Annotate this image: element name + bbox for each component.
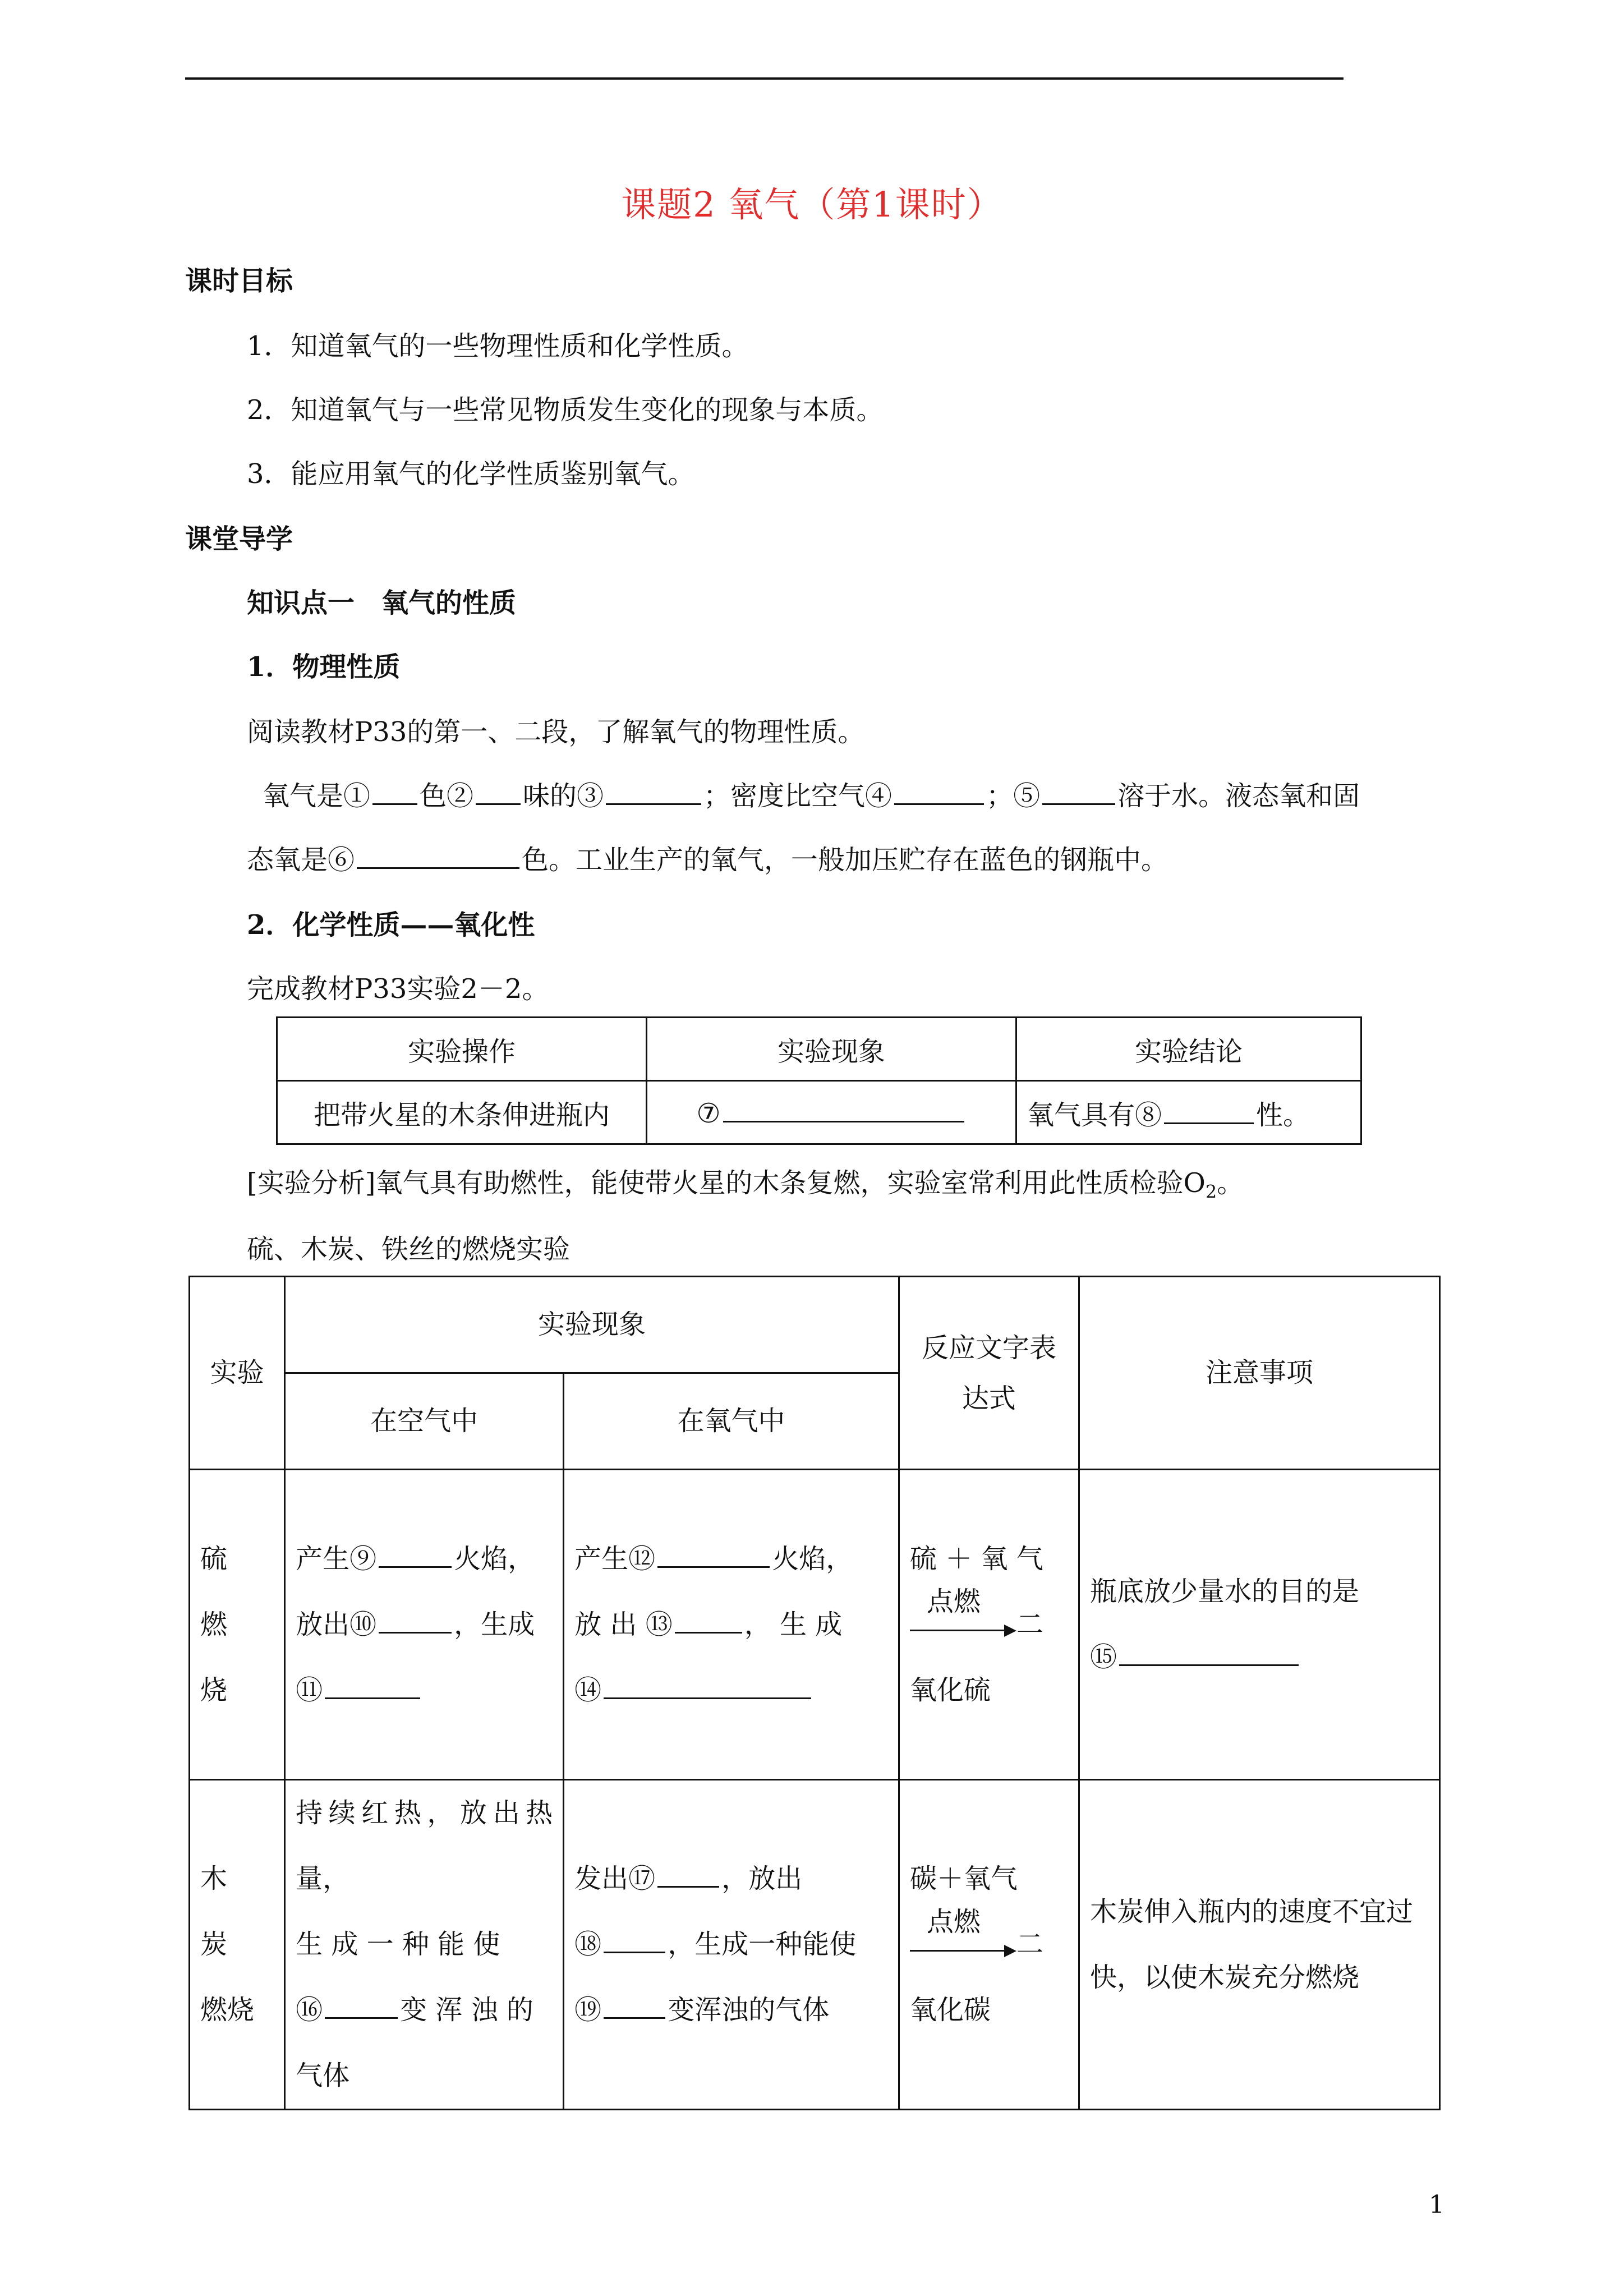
blank-11[interactable] [325, 1673, 420, 1699]
blank-3[interactable] [606, 779, 701, 805]
text: 。 [1217, 1167, 1244, 1199]
blank-17[interactable] [657, 1861, 719, 1888]
reaction-arrow [910, 1586, 1016, 1643]
text: 氧化硫 [909, 1674, 991, 1706]
physical-intro: 阅读教材P33的第一、二段，了解氧气的物理性质。 [247, 716, 865, 748]
col-operation: 实验操作 [277, 1018, 647, 1081]
text: 火焰， [454, 1543, 535, 1575]
text: ⑲ [574, 1994, 602, 2026]
text: ；⑤ [986, 780, 1041, 812]
blank-19[interactable] [604, 1993, 665, 2019]
conclusion-cell [1016, 1081, 1361, 1144]
blank-1[interactable] [372, 779, 417, 805]
h-notes: 注意事项 [1079, 1277, 1439, 1470]
line [574, 1846, 888, 1912]
text: 硫 ＋ 氧 气 [909, 1543, 1043, 1575]
line [296, 1526, 553, 1592]
line [296, 1977, 553, 2043]
text: 放 出 ⑬ [574, 1608, 673, 1640]
goal-2: 2．知道氧气与一些常见物质发生变化的现象与本质。 [247, 394, 884, 426]
goal-1: 1．知道氧气的一些物理性质和化学性质。 [247, 330, 749, 362]
text: 二 [1016, 1929, 1043, 1960]
h-phenomenon: 实验现象 [285, 1277, 899, 1373]
blank-12[interactable] [657, 1542, 770, 1568]
text: 产生⑫ [574, 1543, 656, 1575]
line [574, 1977, 888, 2043]
blank-9[interactable] [379, 1542, 452, 1568]
blank-15[interactable] [1119, 1640, 1299, 1666]
reaction-arrow [910, 1906, 1016, 1963]
goals-heading: 课时目标 [185, 265, 293, 297]
sulfur-name [190, 1470, 285, 1780]
line [574, 1912, 888, 1977]
line [910, 1586, 1068, 1658]
text: 氧气是① [263, 780, 371, 812]
text: 氧气具有⑧ [1027, 1099, 1162, 1131]
experiment-table [276, 1016, 1362, 1145]
blank-2[interactable] [476, 779, 521, 805]
text: 发出⑰ [574, 1863, 656, 1894]
carbon-name [190, 1780, 285, 2110]
h-air: 在空气中 [285, 1373, 564, 1470]
h-oxygen: 在氧气中 [564, 1373, 899, 1470]
text: 变 浑 浊 的 [400, 1994, 533, 2026]
physical-line-2 [247, 838, 1168, 877]
carbon-equation [899, 1780, 1079, 2110]
text: 溶于水。液态氧和固 [1117, 780, 1360, 812]
blank-10[interactable] [379, 1607, 452, 1634]
knowledge-point: 知识点一 氧气的性质 [247, 587, 517, 619]
blank-13[interactable] [675, 1607, 742, 1634]
text: 持续红热，放出热量， [296, 1797, 553, 1894]
page-number: 1 [1429, 2191, 1444, 2219]
phenomenon-cell [647, 1081, 1016, 1144]
text: 硫 燃 烧 [200, 1543, 255, 1706]
blank-5[interactable] [1042, 779, 1115, 805]
blank-4[interactable] [894, 779, 984, 805]
text: [实验分析]氧气具有助燃性，能使带火星的木条复燃，实验室常利用此性质检验O [247, 1167, 1206, 1199]
text: 味的③ [523, 780, 604, 812]
blank-8[interactable] [1164, 1098, 1254, 1124]
text: 生 成 一 种 能 使 [296, 1929, 500, 1960]
header-rule [185, 77, 1344, 80]
text: 快，以使木炭充分燃烧 [1089, 1961, 1359, 1993]
physical-heading: 1．物理性质 [247, 651, 401, 683]
text: ，生成 [454, 1608, 535, 1640]
operation-cell: 把带火星的木条伸进瓶内 [277, 1081, 647, 1144]
sulfur-air [285, 1470, 564, 1780]
col-phenomenon: 实验现象 [647, 1018, 1016, 1081]
col-conclusion: 实验结论 [1016, 1018, 1361, 1081]
carbon-air [285, 1780, 564, 2110]
line [574, 1658, 888, 1723]
sulfur-notes [1079, 1470, 1439, 1780]
text: ⑮ [1089, 1641, 1117, 1673]
line [296, 1592, 553, 1658]
condition: 点燃 [926, 1586, 981, 1617]
text: 色。工业生产的氧气，一般加压贮存在蓝色的钢瓶中。 [522, 844, 1168, 876]
text: 放出⑩ [296, 1608, 377, 1640]
text: 木 炭 [200, 1863, 255, 1960]
text: 产生⑨ [296, 1543, 377, 1575]
analysis-text [247, 1161, 1244, 1203]
text: 二 [1016, 1608, 1043, 1640]
blank-14[interactable] [604, 1673, 811, 1699]
h-experiment: 实验 [190, 1277, 285, 1470]
text: 达式 [961, 1382, 1016, 1414]
text: 变浑浊的气体 [668, 1994, 830, 2026]
text: 态氧是⑥ [247, 844, 355, 876]
text: 瓶底放少量水的目的是 [1089, 1576, 1359, 1607]
blank-6[interactable] [357, 843, 519, 869]
text: 氧化碳 [909, 1994, 991, 2026]
line [574, 1592, 888, 1658]
sulfur-equation [899, 1470, 1079, 1780]
text: 性。 [1256, 1099, 1310, 1131]
text: ，生成一种能使 [668, 1929, 857, 1960]
text: ， 生 成 [744, 1608, 843, 1640]
text: 气体 [296, 2060, 350, 2091]
line [574, 1526, 888, 1592]
page-title: 课题2 氧气（第1课时） [621, 184, 1003, 225]
blank-16[interactable] [325, 1993, 398, 2019]
text: ；密度比空气④ [703, 780, 892, 812]
carbon-oxygen [564, 1780, 899, 2110]
text: 反应文字表 [921, 1332, 1056, 1364]
carbon-notes [1079, 1780, 1439, 2110]
text: 碳＋氧气 [909, 1863, 1018, 1894]
physical-line-1 [263, 774, 1360, 813]
text: ⑯ [296, 1994, 323, 2026]
text: ⑱ [574, 1929, 602, 1960]
text: 火焰， [772, 1543, 853, 1575]
guide-heading: 课堂导学 [185, 523, 293, 555]
chemical-heading: 2．化学性质——氧化性 [247, 909, 535, 941]
text: 木炭伸入瓶内的速度不宜过 [1089, 1895, 1413, 1927]
line [910, 1906, 1068, 1977]
text: ，放出 [721, 1863, 803, 1894]
text: 燃烧 [200, 1994, 255, 2026]
text: ⑪ [296, 1674, 323, 1706]
text: ⑭ [574, 1674, 602, 1706]
chemical-intro: 完成教材P33实验2－2。 [247, 973, 549, 1005]
text: 色② [420, 780, 474, 812]
line [296, 1658, 553, 1723]
goal-3: 3．能应用氧气的化学性质鉴别氧气。 [247, 458, 695, 490]
blank-18[interactable] [604, 1927, 665, 1953]
sulfur-oxygen [564, 1470, 899, 1780]
subscript: 2 [1205, 1181, 1217, 1203]
combustion-table [188, 1276, 1441, 2110]
h-equation [899, 1277, 1079, 1470]
text: ⑦ [696, 1097, 721, 1129]
burn-intro: 硫、木炭、铁丝的燃烧实验 [247, 1234, 571, 1265]
condition: 点燃 [926, 1906, 981, 1938]
line [1090, 1625, 1429, 1690]
blank-7[interactable] [723, 1096, 964, 1122]
